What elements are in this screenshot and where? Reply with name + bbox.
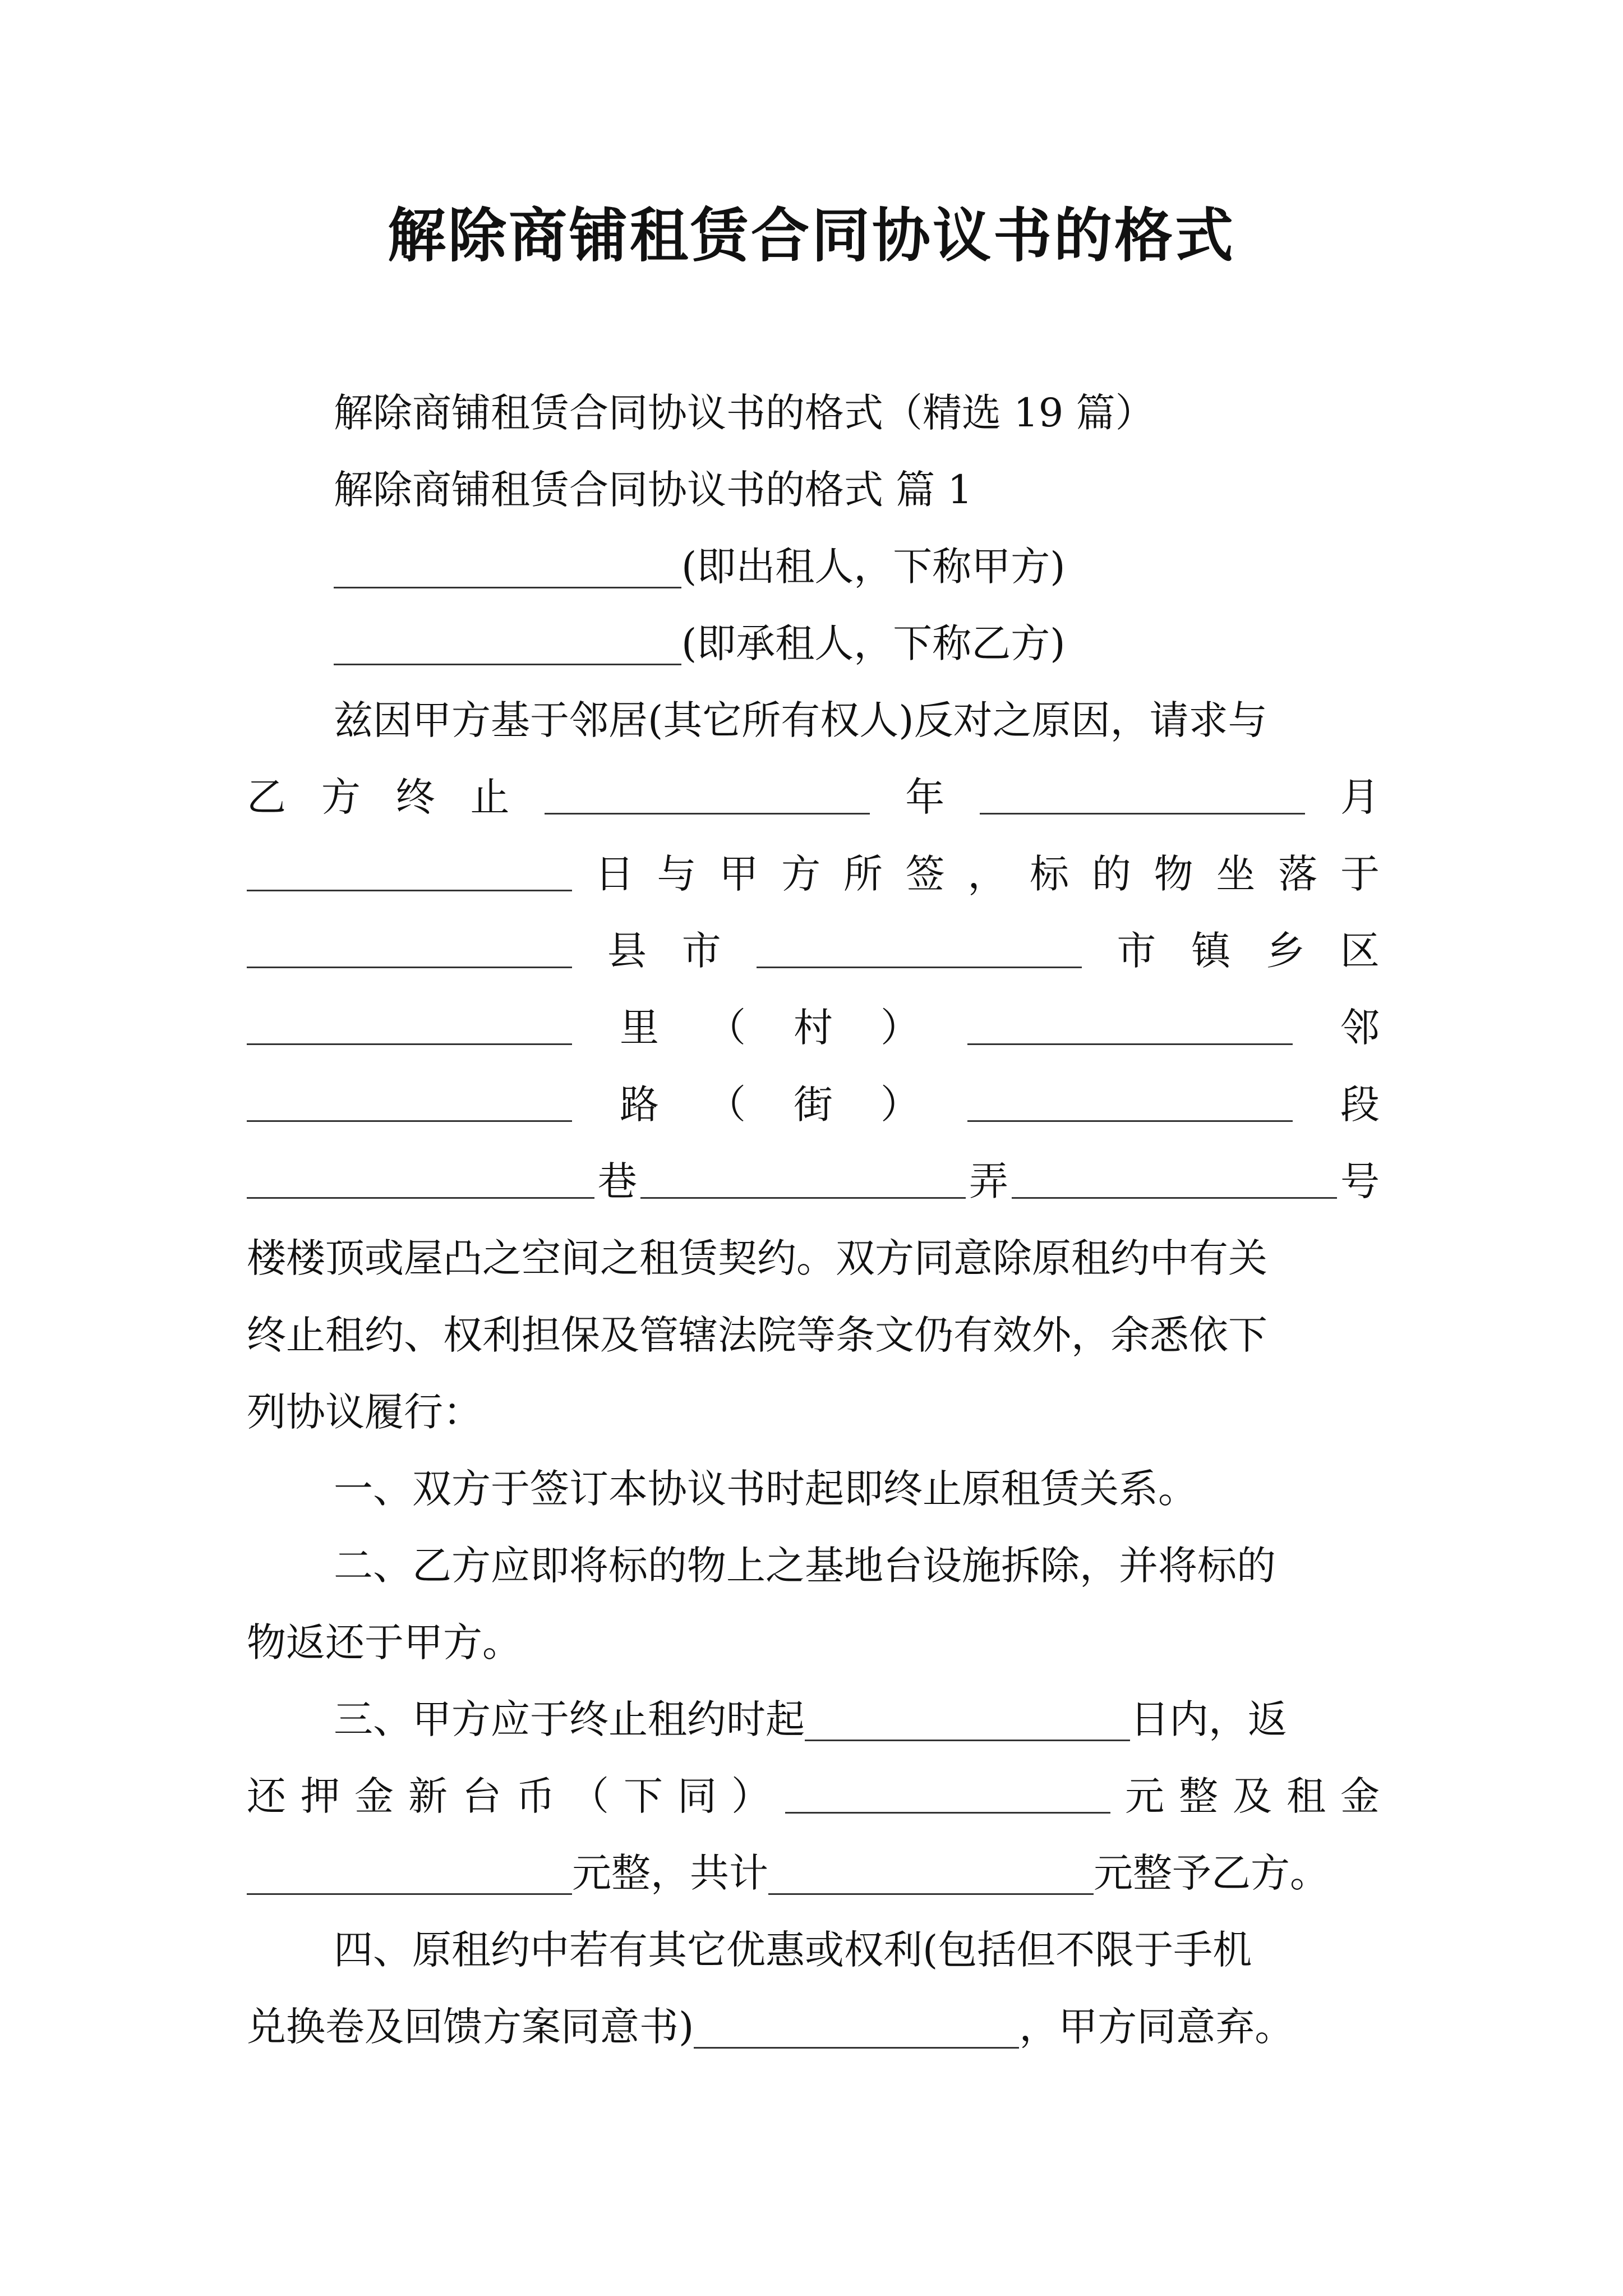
item3-text-d: 元整予乙方。 <box>1094 1850 1329 1896</box>
text-char: 与 <box>657 851 697 897</box>
party-b-label: (即承租人，下称乙方) <box>681 620 1066 666</box>
para1-line6 <box>247 1066 1380 1143</box>
text-char: 甲 <box>719 851 759 897</box>
month-blank <box>980 813 1305 815</box>
text-char: 日 <box>594 851 634 897</box>
document-title: 解除商铺租赁合同协议书的格式 <box>387 201 1235 270</box>
text-char: 及 <box>1233 1773 1272 1819</box>
party-b-blank <box>334 624 681 665</box>
text-char: 县 <box>607 928 647 974</box>
county-blank <box>247 967 572 968</box>
text-char: 方 <box>781 851 821 897</box>
text-char: 坐 <box>1216 851 1256 897</box>
item4-text-a: 兑换卷及回馈方案同意书) <box>247 2004 694 2050</box>
deposit-blank <box>785 1812 1110 1814</box>
text-char: 号 <box>1340 1158 1380 1204</box>
text-char: 邻 <box>1340 1005 1380 1051</box>
party-a-label: (即出租人，下称甲方) <box>681 544 1066 590</box>
text-char: 乙 <box>247 774 286 820</box>
text-char: 路 <box>620 1082 659 1128</box>
text-char: 月 <box>1340 774 1380 820</box>
total-blank <box>768 1854 1094 1895</box>
rights-blank <box>694 2008 1019 2049</box>
li-blank <box>247 1043 572 1045</box>
party-b-line <box>247 605 1380 682</box>
subtitle: 解除商铺租赁合同协议书的格式（精选 19 篇） <box>334 390 1155 436</box>
para1-line10: 列协议履行： <box>247 1389 482 1435</box>
item3-text-a: 三、甲方应于终止租约时起 <box>334 1696 805 1742</box>
text-char: 镇 <box>1191 928 1231 974</box>
text-char: 新 <box>408 1773 448 1819</box>
text-char: 金 <box>1340 1773 1380 1819</box>
text-char: 同 <box>677 1773 717 1819</box>
lane-blank <box>247 1197 594 1199</box>
text-char: 金 <box>354 1773 394 1819</box>
text-char: 方 <box>321 774 361 820</box>
day-blank <box>247 890 572 891</box>
lin-blank <box>967 1043 1293 1045</box>
text-char: （ <box>707 1005 746 1051</box>
text-char: ， <box>967 851 1007 897</box>
para1-line2 <box>247 759 1380 836</box>
road-blank <box>247 1120 572 1122</box>
para1-line7 <box>247 1143 1380 1220</box>
text-char: 里 <box>620 1005 659 1051</box>
town-blank <box>757 967 1082 968</box>
item1: 一、双方于签订本协议书时起即终止原租赁关系。 <box>334 1466 1197 1512</box>
section-blank <box>967 1120 1293 1122</box>
text-char: 巷 <box>598 1158 637 1204</box>
text-char: 市 <box>1117 928 1156 974</box>
party-a-blank <box>334 547 681 588</box>
text-char: 止 <box>470 774 510 820</box>
para1-line8: 楼楼顶或屋凸之空间之租赁契约。双方同意除原租约中有关 <box>247 1235 1267 1281</box>
item3-line1 <box>247 1681 1380 1758</box>
text-char: 于 <box>1340 851 1380 897</box>
item2-line2: 物返还于甲方。 <box>247 1619 522 1665</box>
text-char: 整 <box>1179 1773 1218 1819</box>
section-heading: 解除商铺租赁合同协议书的格式 篇 1 <box>334 467 973 513</box>
item2-line1: 二、乙方应即将标的物上之基地台设施拆除，并将标的 <box>334 1543 1276 1589</box>
year-blank <box>545 813 870 815</box>
text-char: 标 <box>1030 851 1069 897</box>
party-a-line <box>247 528 1380 605</box>
text-char: 所 <box>843 851 883 897</box>
para1-line1: 兹因甲方基于邻居(其它所有权人)反对之原因，请求与 <box>334 697 1267 743</box>
text-char: 村 <box>794 1005 833 1051</box>
para1-line5 <box>247 990 1380 1066</box>
text-char: 物 <box>1154 851 1193 897</box>
para1-line9: 终止租约、权利担保及管辖法院等条文仍有效外，余悉依下 <box>247 1312 1267 1358</box>
text-char: 租 <box>1287 1773 1326 1819</box>
text-char: 签 <box>905 851 945 897</box>
item3-text-b: 日内，返 <box>1130 1696 1287 1742</box>
para1-line4 <box>247 913 1380 990</box>
text-char: 终 <box>395 774 435 820</box>
text-char: 押 <box>301 1773 340 1819</box>
rent-blank <box>247 1854 572 1895</box>
text-char: 台 <box>462 1773 501 1819</box>
text-char: 区 <box>1340 928 1380 974</box>
item4-line2 <box>247 1989 1380 2065</box>
text-char: ） <box>880 1005 920 1051</box>
number-blank <box>1012 1197 1337 1199</box>
text-char: 下 <box>624 1773 663 1819</box>
text-char: （ <box>707 1082 746 1128</box>
text-char: 元 <box>1125 1773 1164 1819</box>
item4-line1: 四、原租约中若有其它优惠或权利(包括但不限于手机 <box>334 1927 1252 1973</box>
item3-line2 <box>247 1758 1380 1835</box>
text-char: 市 <box>681 928 721 974</box>
text-char: ） <box>880 1082 920 1128</box>
item3-line3 <box>247 1835 1380 1912</box>
text-char: 落 <box>1278 851 1318 897</box>
para1-line3 <box>247 836 1380 913</box>
text-char: 弄 <box>969 1158 1008 1204</box>
text-char: 币 <box>516 1773 555 1819</box>
text-char: 街 <box>794 1082 833 1128</box>
text-char: （ <box>570 1773 609 1819</box>
item4-text-b: ，甲方同意弃。 <box>1019 2004 1294 2050</box>
alley-blank <box>640 1197 966 1199</box>
text-char: 段 <box>1340 1082 1380 1128</box>
text-char: ） <box>731 1773 771 1819</box>
text-char: 还 <box>247 1773 286 1819</box>
item3-text-c: 元整，共计 <box>572 1850 768 1896</box>
text-char: 年 <box>905 774 945 820</box>
text-char: 的 <box>1091 851 1131 897</box>
days-blank <box>805 1700 1130 1741</box>
text-char: 乡 <box>1266 928 1306 974</box>
